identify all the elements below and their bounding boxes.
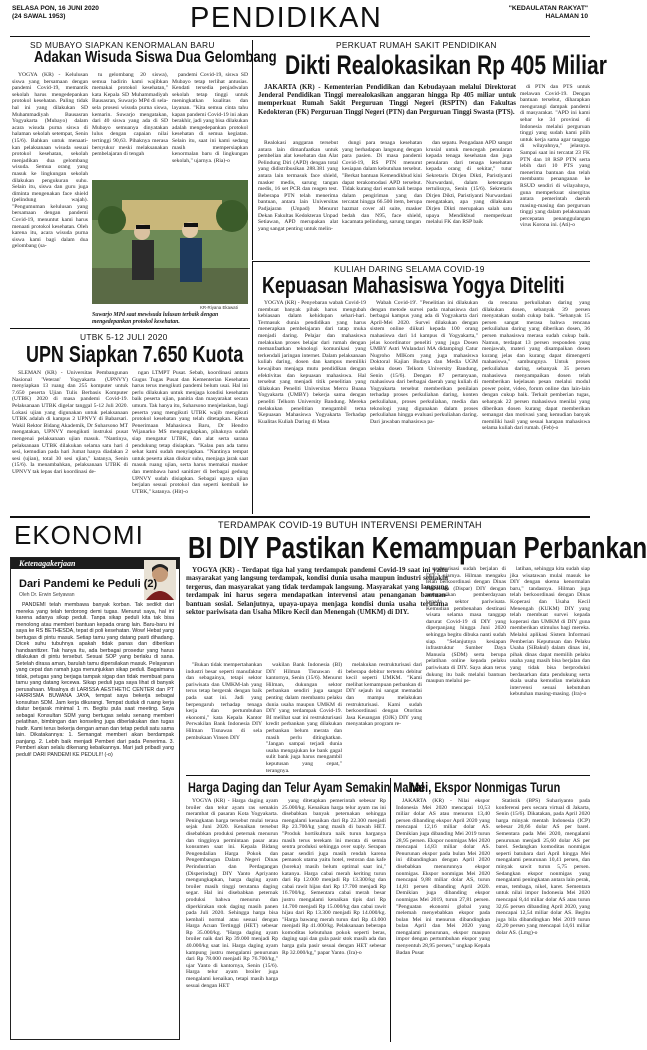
b3-col1 [396,798,490,1042]
masthead-date [12,5,99,21]
a2-col3-text: dan sepatu. Pengadaan APD sangat krusial untuk mencegah penularan kepada tenaga kesehatan dan juga penularan dari tenaga kesehatan kepada orang di sekitar," tutur Sekretaris Dirjen Dikti, Paristiyanti Nurwardani, dalam keterangan tertulisnya, Senin (15/6). Sekretaris Dirjen Dikti, Paristiyanti Nurwardani mengatakan, apa yang dilakukan Dirjen Dikti merupakan salah satu upaya Mendikbud memperkuat melalui FK dan RSP baik [426,140,512,226]
b1-col1 [186,662,262,772]
b2-col1-text: YOGYA (KR) - Harga daging ayam broiler dan telur ayam ras semakin merambat di pasaran Kota Yogyakarta. Peningkatan harga tersebut mulai terasa sejak Juni 2020. Kenaikan tersebut disebabkan produksi peternak menurun dan tingginya permintaan pasar atau konsumen saat ini. Kepala Bidang Pengendalian Harga Pokok dan Pengembangan Dalam Negeri Dinas Perindustrian dan Perdagangan (Disperindag) DIY Yanto Apriyanto mengungkapkan, harga daging ayam broiler masih tinggi terutama daging segar. Hal ini disebabkan peternak produksi bahwa menurun dan diperkirakan stok daging masih panen pada Juli 2020. Sehingga harga bisa kembali normal atau sesuai dengan Harga Acuan Tertinggi (HET) sebesar Rp 35.000/kg. "Harga daging ayam broiler naik dari Rp 39.000 menjadi Rp 40.000/kg saat ini. Harga daging ayam kampung justru mengalami penurunan dari Rp 78.000 menjadi Rp 76.700/kg," ujar Yanto di kantornya, Senin (15/6). Harga telur ayam broiler juga mengalami kenaikan, tetapi masih harga sesuai dengan HET [186,798,278,989]
divider-v1 [252,40,253,260]
a1-col2-text: tu gelombang 20 siswa), semua hadirin kami wajibkan memakai protokol kesehatan," kata Kepala SD Muhammadiyah Bausasran, Suwarjo MPd di sela-sela prosesi wisuda purna siswa, kemarin. Suwarjo mengatakan, dari 40 siswa yang ada di SD Mubayo semuanya dinyatakan lulus dengan capaian nilai tertinggi 90,63. Pihaknya merasa bersyukur meski melaksanakan pembelajaran di tengah [92,72,168,158]
a3-col3-text: da rencana perkuliahan daring yang dilakukan dosen, sebanyak 39 persen menyatakan sudah cukup baik. "Sebanyak 15 persen sangat merasa bahwa rencana perkuliahan daring yang diberikan dosen, 36 persen mahasiswa merasa sudah cukup baik. Namun, terdapat 13 persen responden yang menjawab, materi yang disampaikan dosen kurang jelas dan kurang dapat dimengerti mahasiswa," sambungnya. Untuk proses perkuliahan daring, sebanyak 35 persen mahasiswa menyampaikan dosen telah memberikan kejelasan pesan melalui modul power point, video, forum online dan lain-lain dengan cukup baik. Terkait pemberian tugas, sebanyak 22 persen mahasiswa menilai yang diberikan dosen kurang dapat memberikan semangat dan motivasi yang kemudian banyak memiliki hasil yang sesuai harapan mahasiswa selama kuliah dari rumah. (Feb)-o [482,300,590,432]
a3-col1-text: YOGYA (KR) - Penyebaran wabah Covid-19 membuat banyak pihak harus mengubah kebiasaan dalam kehidupan sehari-hari. Termasuk dunia pendidikan yang harus menerapkan pembelajaran dari tatap muka menjadi daring. Pelajar dan mahasiswa melakukan proses belajar dari rumah dengan memanfaatkan teknologi komunikasi yang terkendali jaringan internet. Dalam pelaksanaan kuliah daring, dosen dan kampus memiliki kewajiban menjaga mutu pendidikan dengan efektivitas dan kepuasan mahasiswa. Hal tersebut yang menjadi titik penelitian yang dilakukan Peneliti Universitas Mercu Buana Yogyakarta (UMBY) bekerja sama dengan peneliti Telkom University Bandung. Mereka melakukan penelitian mengambil tema 'Kepuasan Mahasiswa Yogyakarta Terhadap Kualitas Kuliah Daring di Masa [258,300,366,425]
a4-col1 [12,370,128,512]
a3-kicker: KULIAH DARING SELAMA COVID-19 [334,264,485,274]
b1-headline: BI DIY Pastikan Kemampuan Perbankan [188,530,647,565]
a4-headline: UPN Siapkan 7.650 Kuota [26,341,244,367]
b2-col2-text: yang ditetapkan pemerintah sebesar Rp 25.000/kg. Kenaikan harga telur ayam ras ini disebabkan banyak peternakan sehingga mengalami kenaikan dari Rp 22.300 menjadi Rp 23.700/kg yang masih di bawah HET. "Produk hortikultura naik turun harganya masih terus terekam ini merata di semua sentra produksi sehingga over suply. Serapan pasar sendiri juga masih rendah karena pemasok utama yaitu hotel, restoran dan kafe (horeka) masih belum optimal saat ini," katanya. Harga cabai merah keriting turun dari Rp 12.000 menjadi Rp 13.300/kg dan cabai rawit hijau dari Rp 17.700 menjadi Rp 16.700/kg. Sementara cabai merah besar justru mengalami kenaikan tipis dari Rp 14.700 menjadi Rp 15.000/kg dan cabai rawit hijau dari Rp 13.300 menjadi Rp 14.000/kg. "Harga bawang merah turun dari Rp 43.000 menjadi Rp 41.000/kg. Pelaksanaan beberapa komoditas kebutuhan pokok seperti beras, daging sapi dan gula pasir stok masih ada dan harga gula pasir sesuai dengan HET sebesar Rp 32.000/kg," papar Yanto. (Ira)-o [282,798,386,956]
b3-col2-text: Statistik (BPS) Suhariyanto pada konferensi pers secara virtual di Jakarta, Senin (15/6). Dikatakan, pada April 2020 harga minyak mentah Indonesia (ICP) sebesar 20,66 dolar AS per barel. Sementara pada Mei 2020, mengalami penurunan menjadi 25,60 dolar AS per barel. Sedangkan komoditas nonmigas seperti batubara dari April hingga Mei mengalami penurunan 10,41 persen, dan minyak sawit turun 5,75 persen. Sedangkan ekspor nonmigas yang mengalami peningkatan antara lain perak, emas, tembaga, nikel, karet. Sementara untuk nilai impor Indonesia Mei 2020 mencapai 8,44 miliar dolar AS atau turun 32,65 persen dibanding April 2020, yang mencapai 12,54 miliar dolar AS. Begitu juga bila dibandingkan Mei 2019 turun 42,20 persen yang mencapai 14,61 miliar dolar AS. (Lmg)-o [496,798,590,936]
a1-col3 [172,72,248,176]
photo-graduation-svg [92,180,248,304]
b3-col2 [496,798,590,1042]
a3-headline: Kepuasan Mahasiswa Yogya Diteliti [262,272,565,298]
ekonomi-rule-top [10,516,590,518]
date-text: SELASA PON, 16 JUNI 2020 [12,5,99,12]
section-title: PENDIDIKAN [190,2,383,34]
a2-lead [258,84,516,136]
date-jawa-text: (24 SAWAL 1953) [12,13,66,20]
b1-col3-text: melakukan restrukturisasi dari beberapa debitur tertentu debitur kecil seperti UMKM. "Kami melihat kemampuan perbankan di DIY sejauh ini sangat memadai dan mampu melakukan restrukturisasi. Kami sudah berkoordinasi dengan Otoritas Jasa Keuangan (OJK) DIY yang menyatakan program re- [346,662,422,728]
b1-col3 [346,662,422,772]
a3-col2 [370,300,478,510]
photo-graduation [92,180,248,304]
a4-col2 [132,370,248,512]
a4-col2-text: ngan LTMPT Pusat. Sebab, koordinasi antara Gugus Tugas Pusat dan Kementerian Kesehatan harus terus mengikuti pandemi belum usai. Hal ini perlu dilakukan untuk menjaga kondisi kesehatan baik peserta ujian, panitia dan masyarakat secara umum. Tak hanya itu, Suharsono menjelaskan, bagi peserta yang mengikuti UTBK wajib mengikuti protokol kesehatan yang telah ditetapkan. Ketua Penerimaan Mahasiswa Baru, Dr Hendro Wijanarko MS mengungkapkan, pihaknya sudah siap mengatur UTBK, dan alat serta sarana pendukung tetap disiapkan. "Kalau pun ada tamu sehat kami sudah menyiapkan. "Nantinya tempat untuk peserta akan diukur suhu, menjaga jarak saat masuk ruang ujian, serta harus memakai masker dan membawa hand sanitizer di berbagai gedung UPNVY sudah disiapkan. Sebagai upaya ujian berjalan sesuai protokol dan seperti kembali ke UTBK," katanya. (Hit)-o [132,370,248,495]
photo-credit: KR-Riyana Ekawati [200,305,238,310]
divider-h-a4 [10,328,250,329]
a1-col3-text: pandemi Covid-19, siswa SD Mubayo tetap terlihat antusias. Kendati tersedia penjadwalan sekolah tetap tinggi untuk meningkatkan kualitas dan layanan. "Kita semua cinta tahu kapan pandemi Covid-19 ini akan berakhir, jadi yang bisa dilakukan adalah mengedepankan protokol kesehatan di semua kegiatan. Selain itu, saat ini kami sedang masih mempersiapkan kenormalan baru di lingkungan sekolah," ujarnya. (Ria)-o [172,72,248,164]
masthead-paper [509,5,588,21]
column-body [16,602,174,1034]
divider-v-b3 [390,778,391,1042]
column-byline: Oleh Dr. Erwin Setyawan [19,592,75,598]
a2-col3 [426,140,512,258]
a2-col2 [342,140,422,258]
a2-lead-text: JAKARTA (KR) - Kementerian Pendidikan dan Kebudayaan melalui Direktorat Jenderal Pendidikan Tinggi merealokasikan anggaran hingga Rp 405 miliar untuk memperkuat Rumah Sakit Perguruan Tinggi Negeri (RSPTN) dan Fakultas Kedokteran (FK) Perguruan Tinggi Negeri (PTN) dan Perguruan Tinggi Swasta (PTS). [258,84,516,116]
a2-col2-text: dungi para tenaga kesehatan yang berhadapan langsung dengan para pasien. Di masa pandemi Covid-19, RS PTN menurut kesiapan dalam kebutuhan tersebut. "Berkat bantuan Kemendikbud kini dapat terakomodasi APD tersebut. Tidak kurang dari enam kali berapa dalam pengiriman yang dan tercatat hingga 66.500 item, berupa hazmat cover all suite, masker bedah dan N95, face shield, kacamata pelindung, sarung tangan [342,140,422,226]
b1-lead [186,566,448,658]
b3-col1-text: JAKARTA (KR) - Nilai ekspor Indonesia Mei 2020 mencapai 10,53 miliar dolar AS atau menurun 13,40 persen dibanding ekspor April 2020 yang mencapai 12,16 miliar dolar AS. Demikian juga dibanding Mei 2019 turun 28,95 persen. Ekspor nonmigas Mei 2020 mencapai 14,83 miliar dolar AS. Penurunan ekspor pada bulan Mei 2020 ini dibandingkan dengan April 2020 disebabkan menurunnya ekspor nonmigas. Ekspor nonmigas Mei 2020 mencapai 9,88 miliar dolar AS, turun 14,81 persen dibanding April 2020. Demikian juga dibanding ekspor nonmigas Mei 2019, turun 27,81 persen. "Penguatan ekonomi global yang melemah menyebabkan ekspor pada bulan Mei ini menurun dibandingkan bulan April dan Mei 2020 yang mengalami penurunan, ekspor maupun impor dengan pertumbuhan ekspor yang menyentuh 28,95 persen," ungkap Kepala Badan Pusat [396,798,490,956]
a1-col2 [92,72,168,176]
a3-col3 [482,300,590,510]
a1-kicker: SD MUBAYO SIAPKAN KENORMALAN BARU [30,40,215,50]
page-number: HALAMAN 10 [545,13,588,20]
a2-col4 [520,84,590,258]
divider-v2 [252,262,253,514]
b1-col5 [510,566,590,772]
paper-name: "KEDAULATAN RAKYAT" [508,5,588,12]
b3-headline: Mei, Ekspor Nonmigas Turun [410,779,561,795]
a1-headline: Adakan Wisuda Siswa Dua Gelombang [34,49,277,66]
a2-col4-text: di PTN dan PTS untuk melawan Covid-19. Dengan bantuan tersebut, diharapkan mengurangi dampak pandemi di masyarakat. "APD ini kami sebar ke 34 provinsi di Indonesia melalui perguruan tinggi yang sudah kami pilih untuk kerja sama agar tanggap di wilayahnya," jelasnya. Sampai saat ini tercatat 23 FK PTN dan 18 RSP PTN serta lebih dari 10 PTS yang menerima bantuan dan telah membantu penanganan ke RSUD sendiri di wilayahnya, guna memperkuat sinergitas antara pemerintah daerah masing-masing dan perguruan tinggi yang dalam pelaksanaan percepatan penanggulangan virus Korona ini. (Ati)-o [520,84,590,229]
b1-lead-text: YOGYA (KR) - Terdapat tiga hal yang terdampak pandemi Covid-19 saat ini yaitu masyarakat yang langsung terdampak, kondisi dunia usaha maupun industri semakin tergerus, dan masyarakat yang tidak terdampak langsung. Masyarakat yang langsung terdampak ini harus segera mendapatkan intervensi atau penanganan bantuan-bantuan sosial. Selanjutnya, upaya-upaya menjaga kondisi dunia usaha terutama sektor pariwisata dan Usaha Mikro Kecil dan Menengah (UMKM) di DIY. [186,566,448,617]
a2-headline: Dikti Realokasikan Rp 405 Miliar [285,50,607,80]
a3-col1 [258,300,366,510]
masthead-rule [10,36,590,37]
divider-h-a3 [252,261,590,262]
a2-col1-text: Realokasi anggaran tersebut antara lain dimanfaatkan untuk pembelian alat kesehatan dan Alat Pelindung Diri (APD) dengan total yang didistribusikan 288.381 yang antara lain termasuk face shield, masker medis, sarung tangan medis, 16 set PCR dan reagen test. Beberapa PTN telah menerima bantuan, antara lain Universitas Padjajaran (Unpad) Menurut Dekan Fakultas Kedokteran Unpad Setiawan, APD merupakan alat yang sangat penting untuk melin- [258,140,338,232]
b1-col2 [266,662,342,772]
b1-kicker: TERDAMPAK COVID-19 BUTUH INTERVENSI PEMERINTAH [218,520,482,530]
a2-kicker: PERKUAT RUMAH SAKIT PENDIDIKAN [336,40,497,50]
b1-col5-text: latihan, sehingga kita sudah siap jika wisatawan mulai masuk ke DIY dengan skema kenormalan baru," tandasnya. Hilman juga telah berkoordinasi dengan Dinas Koperasi dan Usaha Kecil Menengah (KUKM) DIY yang telah membuat survei kepada koperasi dan UMKM di DIY guna memberikan stimulus bagi mereka. Melalui aplikasi Sistem Informasi Pemberian Keputusan dan Pelaku Usaha (SiBakul) dalam dinas ini, pihak dinas dapat memilih pelaku usaha yang masih bisa berjalan dan yang tidak bisa berproduksi berdasarkan data pendukung serta skala usaha kemudian melakukan intervensi sesuai kebutuhan kebutuhan masing-masing. (Ira)-o [510,566,590,698]
a4-col1-text: SLEMAN (KR) - Universitas Pembangunan Nasional 'Veteran' Yogyakarta (UPNVY) menyiapkan 13 ruang dan 255 komputer untuk 7.650 peserta Ujian Tulis Berbasis Komputer (UTBK) 2020 di masa pandemi Covid-19. Pelaksanaan UTBK digelar tanggal 5-12 Juli 2020. Lokasi ujian yang digunakan untuk pelaksanaan UTBK adalah di kampus 2 UPNVY di Babarsari. Wakil Rektor Bidang Akademik, Dr Suharsono MT mengatakan, UPNVY mengikuti instruksi pusat mengenai pelaksanaan ujian masuk. "Nantinya, pelaksanaan UTBK dilakukan selama satu hari 4 sesi, kemudian pada hari Jumat hanya diadakan 2 sesi (ujian), total 30 sesi ujian," katanya, Senin (15/6). Ia menambahkan, pelaksanaan UTBK di UPNVY tak lepas dari koordinasi de- [12,370,128,475]
a1-col1-text: YOGYA (KR) - Kelulusan siswa yang bersamaan dengan pandemi Covid-19, memantik sekolah harus mengedepankan protokol kesehatan. Paling tidak hal ini yang dilakukan SD Muhammadiyah Bausasran Yogyakarta (Mubayo) dalam acara wisuda purna siswa di halaman sekolah setempat, Senin (15/6). Bahkan untuk menaati-kan pelaksanaan wisuda sesuai protokol kesehatan, sekolah menjadikan dua gelombang wisuda. Semua orang yang masuk ke lingkungan sekolah dilakukan pengukuran suhu. Selain itu, siswa dan guru juga diminta mengenakan face shield (pelindung wajah). "Pengumuman kelulusan yang bersamaan dengan pandemi Covid-19, menuntut kami harus menaati protokol kesehatan. Oleh karena itu, acara wisuda purna siswa kami bagi dalam dua gelombang (sa- [12,72,88,250]
b2-headline: Harga Daging dan Telur Ayam Semakin Mahal [188,779,425,795]
b2-col2 [282,798,386,1042]
a2-col1 [258,140,338,258]
ekonomi-section-title: EKONOMI [14,520,144,550]
column-body-text: PANDEMI telah membawa banyak korban. Tak sedikit dari mereka yang telah terdorong demi tugas. Menurut saya, hal ini karena adanya sikap peduli. Tanpa sikap peduli kita tak bisa menolong atau memberi bantuan kepada orang lain. Baru-baru ini saya ke RS BETHESDA, tepat di poli kesehatan. Wow! Hebat yang bertugas di pintu masuk. Setiap tamu yang datang pasti dihadang. Dicek suhu tubuhnya apakah tidak panas dan diberikan handsanitizer. Tak hanya itu, ada berbagai prosedur yang harus dilakukan di pintu tersebut. Sesuai SOP yang berlaku di sana. Setelah dirasa aman, barulah tamu dipersilakan masuk. Pelayanan yang cepat dan ramah juga menunjukkan sikap peduli. Bagaimana tidak, petugas yang berjaga tampak sigap dan tidak membuat para tamu yang datang kecewa. Sikap peduli juga saya lihat di banyak perusahaan. Misalnya di LARISSA AESTHETIC CENTER dan PT HARRISMA BUWANA JAYA, tempat saya bekerja sebagai konsultan SDM. Jam kerja dikurangi. Tempat duduk di ruang kerja diatur berjarak minimal 1 m. Begitu pula saat meeting. Saya sebagai Konsultan SDM yang bertugas selalu senang memberi pelatihan, bimbingan dan konseling juga diberlakukan dan tugas hadir. Kami terus bekerja dengan aman dan tetap peduli satu sama lain. Dikatakannya: 1. Semangat memberi akan berdampak panjang. 2. Lebih baik menjadi Pemberi dari pada Penerima. 3. Pemberi akan selalu dikenang kebaikannya. Mari jadi pribadi yang peduli! DARI PANDEMI KE PEDULI!! (-o) [16,602,174,758]
column-box [10,557,180,1040]
column-title: Dari Pandemi ke Peduli (2) [19,578,158,590]
a3-col2-text: Wabah Covid-19'. "Penelitian ini dilakukan dengan metode survei pada mahasiswa dari berbagai kampus yang ada di Yogyakarta dari April-Mei 2020. Survei dilakukan dengan sistem online diikuti kepada 100 orang mahasiswa dari 14 kampus di Yogyakarta," jelas koordinator peneliti yang juga Dosen UMBY Astri Wulandari MA didampingi Catur Nugroho MIKom yang juga mahasiswa Doktoral Kajian Budaya dan Media UGM selaku dosen Telkom University Bandung, Senin (15/6). Dengan 87 pertanyaan, mahasiswa dari berbagai daerah yang kuliah di Yogyakarta tersebut memberikan penilaian terhadap proses perkuliahan daring, konten perkuliahan, proses perkuliahan, media dan teknologi yang digunakan dalam proses perkuliahan hingga evaluasi perkuliahan daring. Dari jawaban mahasiswa pa- [370,300,478,425]
b1-col4-text: strukturisasi sudah berjalan di DIY," ujarnya. Hilman mengaku telah berkoordinasi dengan Dinas Pariwisata (Dispar) DIY dengan mengusulkan pemberdayaan kepada sektor pariwisata. Kemudian pembenahan destinasi wisata selama masa tanggap darurat Covid-19 di DIY yang diperpanjang hingga Juni 2020 sehingga begitu dibuka nanti sudah siap. "Selanjutnya kesiapan infrastruktur Sumber Daya Manusia (SDM) serta berupa pelatihan online kepada pelaku pariwisata di DIY. Saya akan terus dukung itu baik melalui bantuan maupun melalui pe- [426,566,506,685]
b1-col1-text: "Bukan tidak mempertahankan industri besar seperti manufaktur dan sebagainya, tetapi sektor pariwisata dan UMKM-lah yang terus tetap bergerak dengan baik pada saat ini. Jadi yang berpengaruh terhadap tenaga kerja dan pertumbuhan ekonomi," kata Kepala Kantor Perwakilan Bank Indonesia DIY Hilman Tisnawan di sela pembukaan Vinsen DIY [186,662,262,741]
column-header: Ketenagakerjaan [19,559,76,568]
b1-col2-text: wakilan Bank Indonesia (BI) DIY Hilman Tisnawan di kantornya, Senin (15/6). Menurut Hilman, dukungan sektor perbankan sendiri juga sangat penting dalam membantu pelaku dunia usaha maupun UMKM di DIY yang terdampak Covid-19. BI melihat saat ini restrukturisasi kredit perbankan yang dilakukan perbankan belum merata dan masih perlu ditingkatkan. "Jangan sampai terjadi dunia usaha mengajukan ke bank gagal sulit bank juga harus mengambil keputusan yang cepat," terangnya. [266,662,342,774]
a4-kicker: UTBK 5-12 JULI 2020 [80,332,168,342]
divider-h-b2 [186,775,590,776]
a1-col1 [12,72,88,372]
b1-col4 [426,566,506,772]
a1-caption: Suwarjo MPd saat mewisuda lulusan terbaik dengan mengedepankan protokol kesehatan. [92,312,219,325]
b2-col1 [186,798,278,1042]
